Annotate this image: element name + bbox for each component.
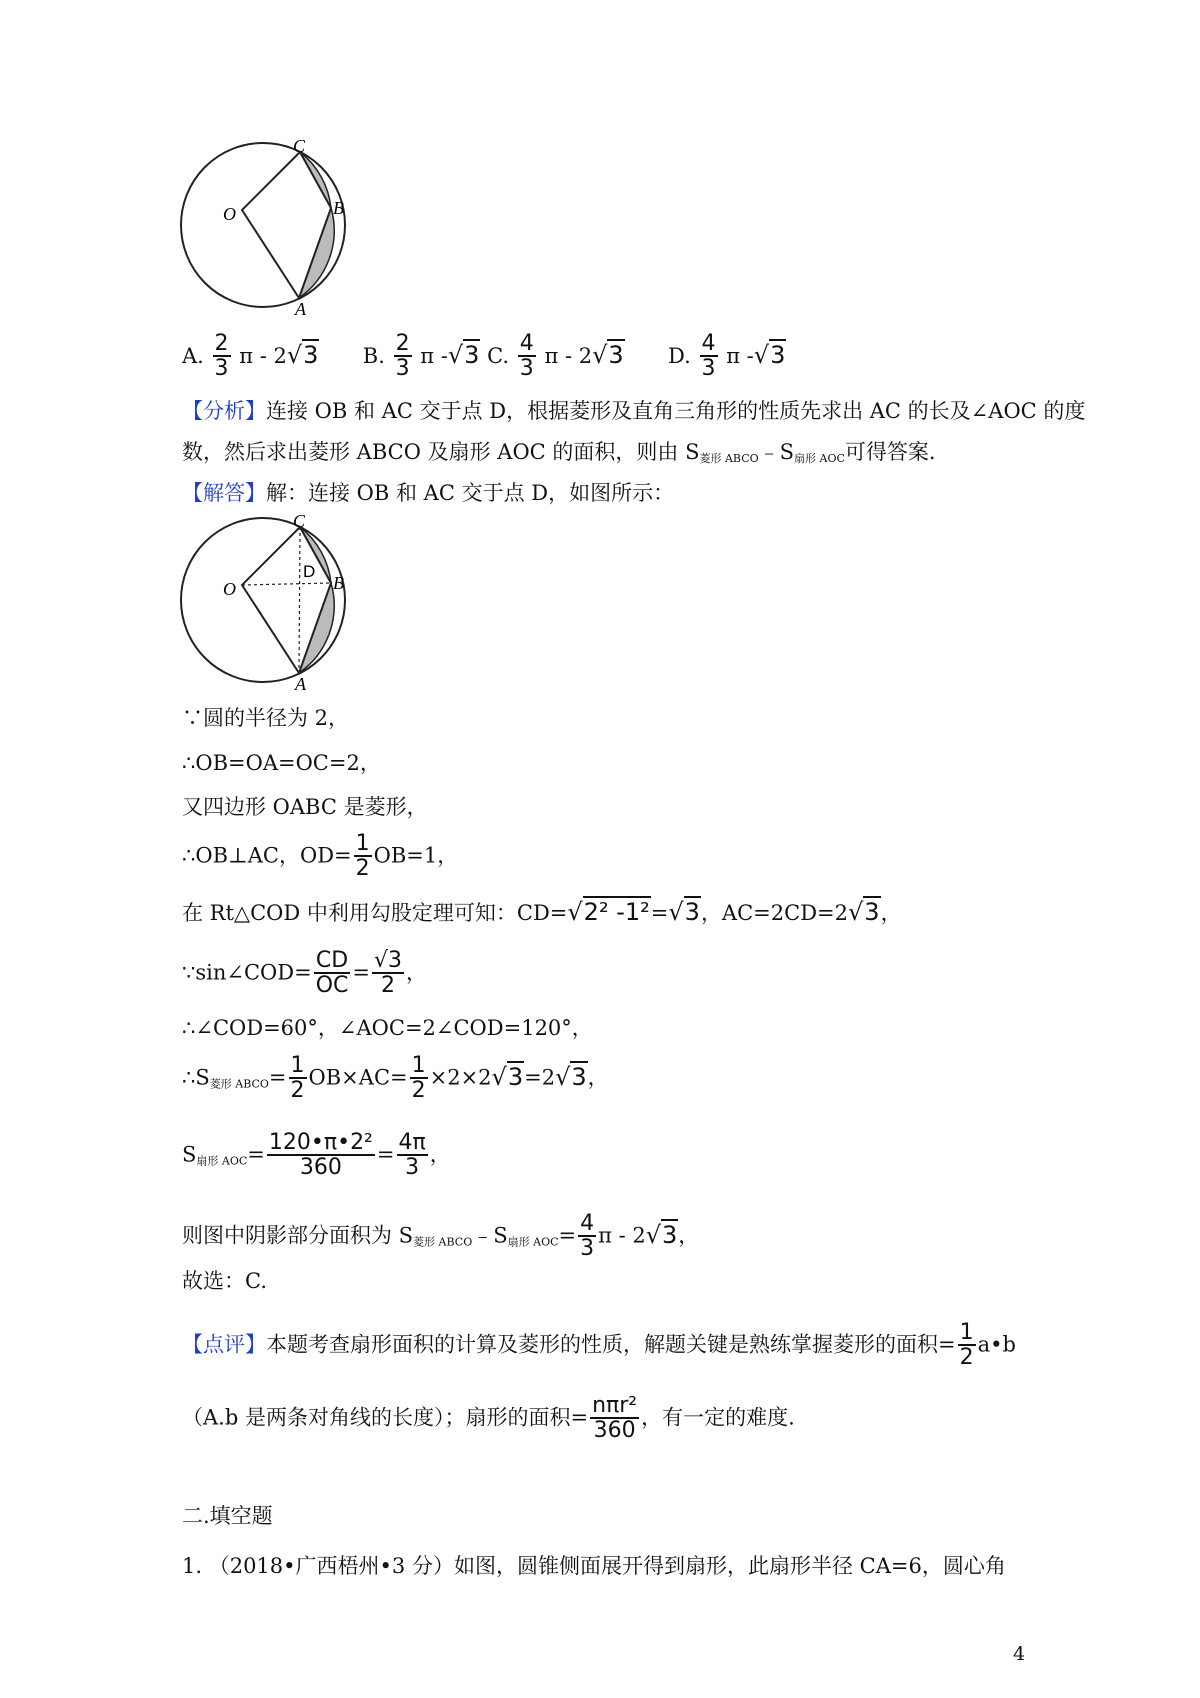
diagonal-ob xyxy=(242,583,331,585)
fraction xyxy=(354,833,372,881)
step-8-text-d: ×2×2 xyxy=(429,1065,492,1090)
fraction xyxy=(289,1055,307,1103)
fraction-den: 2 xyxy=(355,856,370,881)
step-8-text-a: ∴S xyxy=(182,1065,210,1090)
fraction-num: 1 xyxy=(355,831,370,856)
option-d xyxy=(668,331,786,381)
fraction xyxy=(578,1213,596,1261)
step-5-text-c: ，AC=2CD=2 xyxy=(700,901,848,925)
answer-tag: 【解答】 xyxy=(182,481,266,505)
step-10-text-e: ， xyxy=(678,1223,700,1248)
option-b xyxy=(362,331,487,381)
analysis-tag: 【分析】 xyxy=(182,399,266,423)
option-c xyxy=(487,331,631,381)
fraction-num: nπr² xyxy=(592,1393,638,1418)
step-10-text-a: 则图中阴影部分面积为 S xyxy=(182,1223,414,1248)
step-9-text-d: ， xyxy=(429,1142,451,1167)
fraction xyxy=(700,333,718,381)
question-1: 1. （2018•广西梧州•3 分）如图，圆锥侧面展开得到扇形，此扇形半径 CA=6，圆心角 xyxy=(182,1554,1006,1578)
circle-outline xyxy=(181,143,345,307)
step-5-text-a: 在 Rt△COD 中利用勾股定理可知：CD= xyxy=(182,901,568,925)
diagonal-ac xyxy=(299,527,300,673)
answer-line xyxy=(182,479,674,507)
subscript: 扇形 AOC xyxy=(196,1154,248,1168)
analysis-text-1: 连接 OB 和 AC 交于点 D，根据菱形及直角三角形的性质先求出 AC 的长及∠AOC 的度 xyxy=(266,399,1086,423)
step-8-text-e: =2 xyxy=(524,1065,556,1090)
analysis-text-2a: 数，然后求出菱形 ABCO 及扇形 AOC 的面积，则由 S xyxy=(182,440,700,464)
fraction xyxy=(590,1395,639,1443)
answer-text: 解：连接 OB 和 AC 交于点 D，如图所示： xyxy=(266,481,675,505)
step-4 xyxy=(182,833,458,881)
fraction xyxy=(267,1132,375,1180)
fraction-den: 3 xyxy=(701,356,716,381)
fraction xyxy=(958,1322,976,1370)
fraction xyxy=(314,950,351,998)
radicand: 3 xyxy=(864,898,880,926)
label-b: B xyxy=(333,198,344,218)
analysis-text-2b: ﹣S xyxy=(758,440,795,464)
comment-line-1 xyxy=(182,1322,1016,1370)
step-5-text-b: = xyxy=(650,901,669,925)
analysis-line-1 xyxy=(182,397,1085,425)
fraction xyxy=(518,333,536,381)
comment-tag: 【点评】 xyxy=(182,1332,266,1357)
radicand: 3 xyxy=(571,1062,587,1091)
option-c-label: C. xyxy=(487,343,510,368)
comment-text-1: 本题考查扇形面积的计算及菱形的性质，解题关键是熟练掌握菱形的面积= xyxy=(266,1332,956,1357)
step-11: 故选：C. xyxy=(182,1269,267,1293)
sqrt: √3 xyxy=(592,340,624,369)
sqrt: √3 xyxy=(668,898,700,926)
fraction-num: 1 xyxy=(959,1320,974,1345)
step-10 xyxy=(182,1213,699,1261)
option-d-label: D. xyxy=(668,343,691,368)
fraction-den: 3 xyxy=(519,356,534,381)
step-2: ∴OB=OA=OC=2， xyxy=(182,751,381,775)
radicand: 3 xyxy=(303,340,319,369)
radicand: 2² ‑1² xyxy=(583,898,650,926)
fraction-den: 2 xyxy=(959,1345,974,1370)
sqrt: √3 xyxy=(491,1062,524,1091)
fraction-den: 3 xyxy=(580,1236,595,1261)
step-4-text-b: OB=1， xyxy=(373,843,459,868)
fraction-num: 2 xyxy=(214,331,229,356)
option-d-tail: π ‑ xyxy=(726,343,754,368)
step-8-text-b: = xyxy=(268,1065,287,1090)
fraction-den: 2 xyxy=(290,1078,305,1103)
step-10-text-d: π ‑ 2 xyxy=(598,1223,646,1248)
step-8-text-f: ， xyxy=(587,1065,609,1090)
option-b-tail: π ‑ xyxy=(420,343,448,368)
analysis-line-2 xyxy=(182,438,936,473)
label-b: B xyxy=(333,573,344,593)
fraction-num: √3 xyxy=(374,948,403,973)
sqrt: √3 xyxy=(645,1220,678,1249)
step-1: ∵圆的半径为 2， xyxy=(182,706,350,730)
subscript: 菱形 ABCO xyxy=(699,452,759,465)
fraction-den: 360 xyxy=(299,1155,342,1180)
sqrt: √3 xyxy=(447,340,480,369)
step-6-text-c: ， xyxy=(406,960,428,985)
radicand: 3 xyxy=(608,340,624,369)
fraction xyxy=(372,950,404,998)
option-a-label: A. xyxy=(182,343,204,368)
fraction-num: 1 xyxy=(290,1053,305,1078)
circle-rhombus-figure-1 xyxy=(175,140,365,315)
step-9-text-a: S xyxy=(182,1142,197,1167)
step-4-text-a: ∴OB⊥AC，OD= xyxy=(182,843,352,868)
sqrt: √3 xyxy=(286,340,319,369)
fraction-den: 3 xyxy=(405,1155,420,1180)
fraction-num: 4π xyxy=(398,1130,426,1155)
fraction xyxy=(410,1055,428,1103)
fraction-num: 4 xyxy=(701,331,716,356)
step-5 xyxy=(182,898,902,927)
fraction-num: CD xyxy=(314,950,351,974)
radicand: 3 xyxy=(770,340,786,369)
answer-options xyxy=(182,333,786,381)
step-6-text-a: ∵sin∠COD= xyxy=(182,960,312,985)
comment-text-2b: ，有一定的难度. xyxy=(641,1405,795,1430)
fraction-den: 2 xyxy=(381,973,395,998)
fraction-den: 3 xyxy=(214,356,229,381)
step-8 xyxy=(182,1055,609,1103)
option-a-tail: π ‑ 2 xyxy=(239,343,287,368)
fraction-den: OC xyxy=(315,973,349,998)
radicand: 3 xyxy=(684,898,700,926)
comment-text-2a: （A.b 是两条对角线的长度）；扇形的面积= xyxy=(182,1405,589,1430)
fraction-num: 4 xyxy=(580,1211,595,1236)
fraction-num: 120•π•2² xyxy=(268,1130,373,1155)
fraction-num: 4 xyxy=(519,331,534,356)
step-3: 又四边形 OABC 是菱形， xyxy=(182,795,428,819)
radicand: 3 xyxy=(464,340,480,369)
circle-outline xyxy=(181,518,345,682)
fraction-den: 3 xyxy=(395,356,410,381)
step-9 xyxy=(182,1132,451,1180)
step-10-text-c: = xyxy=(558,1223,577,1248)
comment-tail: a•b xyxy=(977,1332,1016,1357)
step-8-text-c: OB×AC= xyxy=(308,1065,408,1090)
step-9-text-b: = xyxy=(247,1142,265,1167)
step-9-text-c: = xyxy=(376,1142,395,1167)
circle-rhombus-figure-2 xyxy=(175,515,365,690)
fraction xyxy=(394,333,412,381)
step-6-text-b: = xyxy=(352,960,370,985)
fraction-num: 2 xyxy=(395,331,410,356)
label-a: A xyxy=(295,674,306,690)
option-b-label: B. xyxy=(362,343,385,368)
radicand: 3 xyxy=(662,1220,678,1249)
option-a xyxy=(182,331,326,381)
label-c: C xyxy=(293,140,306,156)
sqrt: √3 xyxy=(848,898,880,926)
section-heading: 二.填空题 xyxy=(182,1504,273,1528)
fraction-den: 2 xyxy=(411,1078,426,1103)
fraction xyxy=(397,1132,428,1180)
subscript: 菱形 ABCO xyxy=(413,1235,473,1249)
sqrt: √3 xyxy=(753,340,786,369)
step-5-text-d: ， xyxy=(880,901,902,925)
subscript: 扇形 AOC xyxy=(507,1235,559,1249)
step-6 xyxy=(182,950,427,998)
option-c-tail: π ‑ 2 xyxy=(544,343,593,368)
subscript: 扇形 AOC xyxy=(794,452,845,465)
label-o: O xyxy=(223,579,236,599)
step-7: ∴∠COD=60°，∠AOC=2∠COD=120°， xyxy=(182,1016,593,1040)
fraction-num: 1 xyxy=(411,1053,426,1078)
step-10-text-b: ﹣S xyxy=(472,1223,508,1248)
fraction xyxy=(213,333,231,381)
label-d: D xyxy=(303,562,316,581)
analysis-text-2c: 可得答案. xyxy=(844,440,936,464)
label-c: C xyxy=(293,515,306,531)
subscript: 菱形 ABCO xyxy=(209,1077,269,1091)
comment-line-2 xyxy=(182,1395,795,1443)
page-number: 4 xyxy=(1013,1643,1026,1665)
label-a: A xyxy=(295,299,306,315)
label-o: O xyxy=(223,204,236,224)
sqrt: √3 xyxy=(555,1062,587,1091)
fraction-den: 360 xyxy=(593,1418,636,1443)
sqrt: √2² ‑1² xyxy=(567,898,650,926)
radicand: 3 xyxy=(507,1062,524,1091)
